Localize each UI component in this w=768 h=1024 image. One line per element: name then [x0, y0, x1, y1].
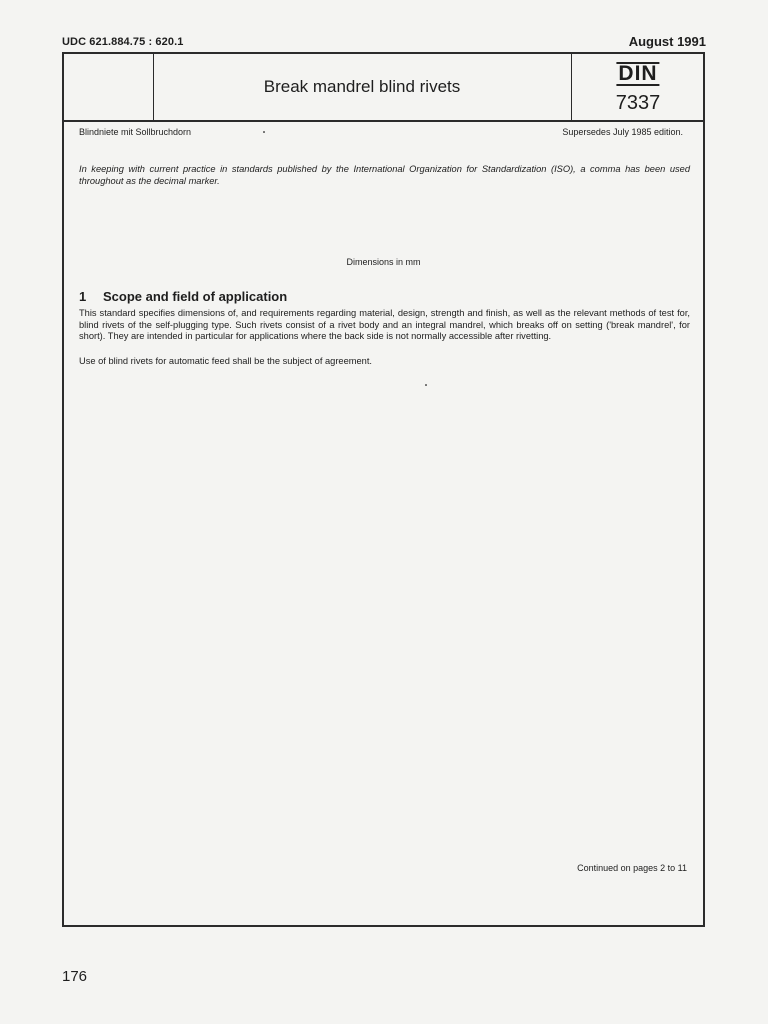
document-title: Break mandrel blind rivets	[263, 77, 461, 96]
title-block	[64, 54, 703, 122]
page-number: 176	[62, 968, 88, 985]
udc-classification: UDC 621.884.75 : 620.1	[62, 36, 184, 48]
iso-decimal-note: In keeping with current practice in standards published by the International Organization for Standardization (ISO), a comma has been used throughout as the decimal marker.	[79, 164, 690, 186]
section-number: 1	[79, 289, 87, 304]
scan-speck	[263, 131, 265, 133]
german-title: Blindniete mit Sollbruchdorn	[79, 127, 192, 137]
document-frame	[62, 52, 705, 927]
continued-note: Continued on pages 2 to 11	[577, 863, 687, 873]
title-block-left-cell	[64, 54, 154, 120]
automatic-feed-paragraph: Use of blind rivets for automatic feed shall be the subject of agreement.	[79, 356, 373, 366]
scope-paragraph: This standard specifies dimensions of, and requirements regarding material, design, strength and finish, as well as the relevant methods of test for, blind rivets of the self-plugging type. Such rivets consist of a rivet body and an integral mandrel, which breaks off on setting ('break mandrel', for short). They are intended in particular for applications where the back side is not normally accessible after rivetting.	[79, 308, 690, 341]
publication-date: August 1991	[628, 34, 706, 49]
scan-speck	[425, 384, 427, 386]
section-heading	[79, 289, 287, 304]
standard-number: 7337	[615, 92, 661, 114]
din-logo: DIN	[618, 62, 658, 85]
supersedes-note: Supersedes July 1985 edition.	[562, 127, 683, 137]
dimensions-note: Dimensions in mm	[346, 257, 421, 267]
din-standard-cell	[571, 54, 704, 120]
section-title: Scope and field of application	[103, 289, 288, 304]
